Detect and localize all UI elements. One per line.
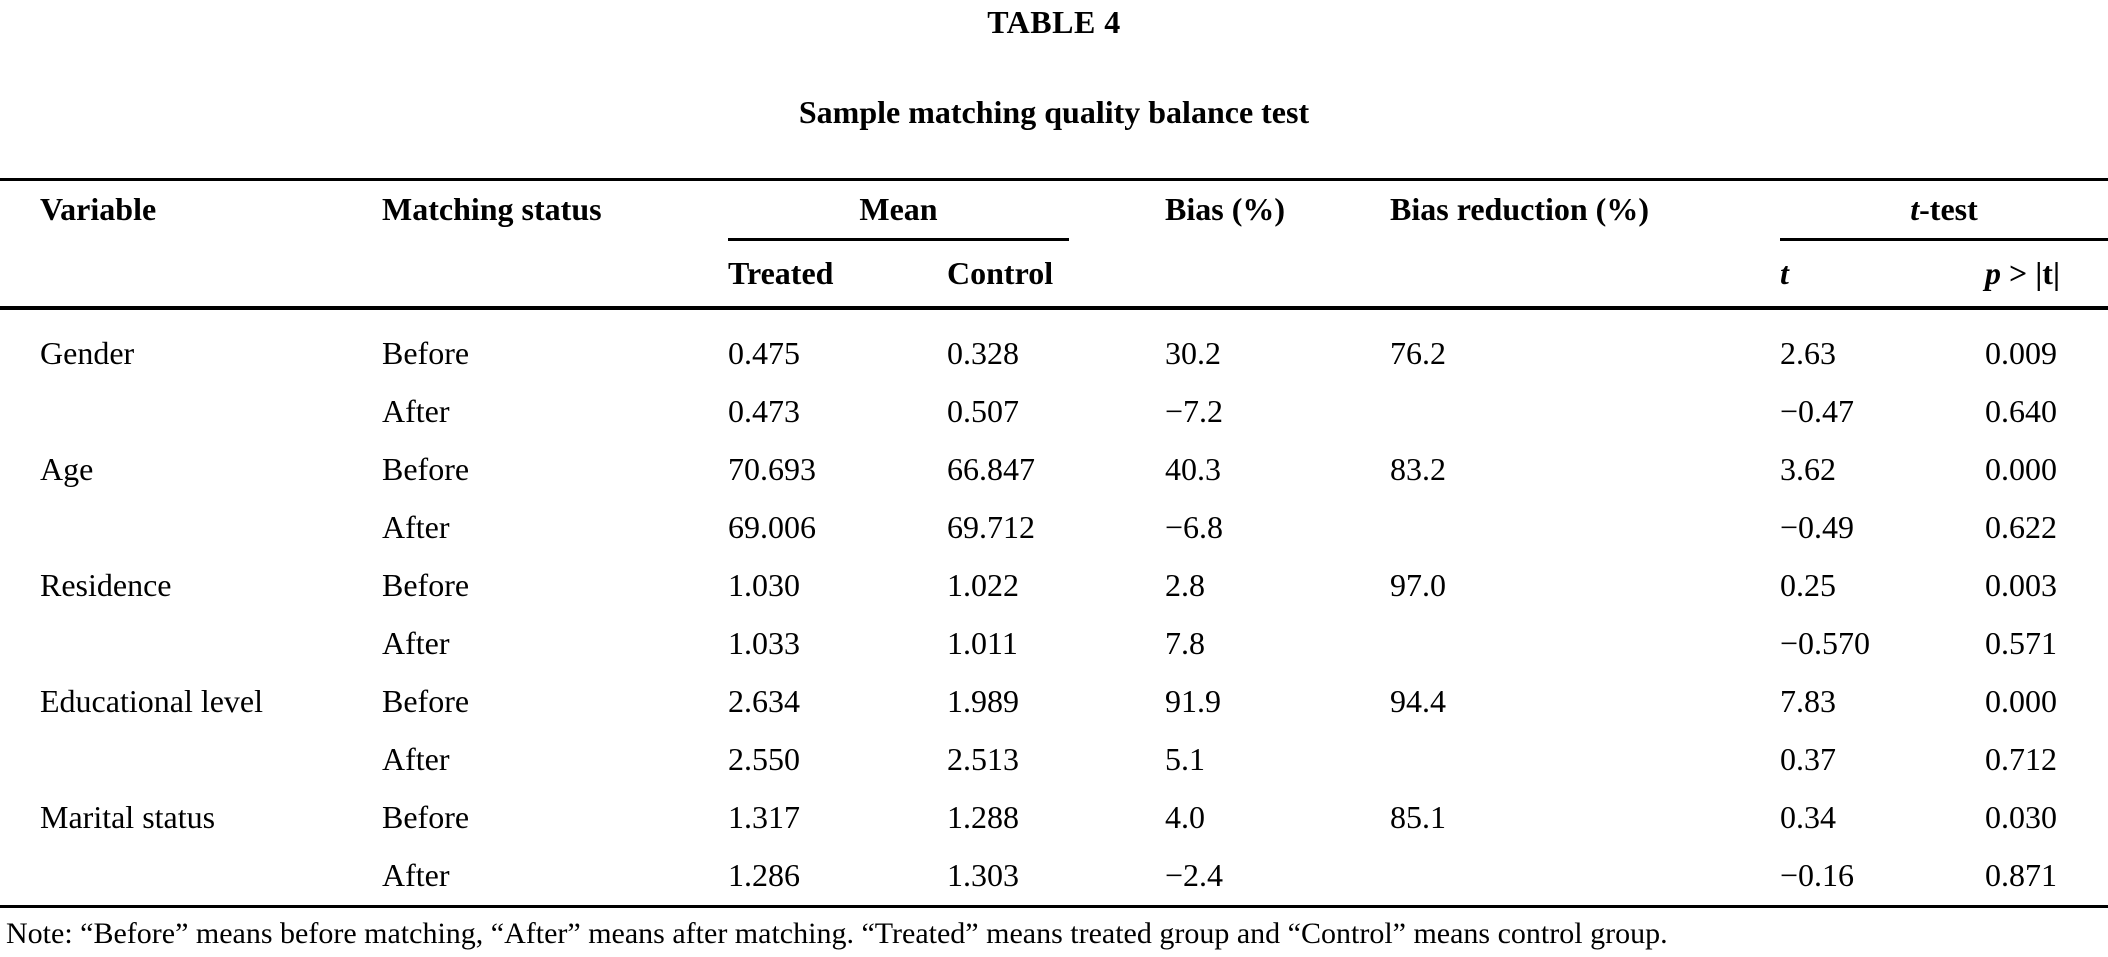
cell-bias: 2.8	[1165, 566, 1205, 603]
col-subheader-t: t	[1780, 255, 1789, 291]
cell-p: 0.571	[1985, 625, 2057, 662]
cell-t: 0.34	[1780, 799, 1836, 836]
cell-bias: −7.2	[1165, 392, 1224, 429]
col-header-variable: Variable	[40, 191, 157, 227]
cell-mean-treated: 1.317	[728, 799, 800, 836]
table-footnote: Note: “Before” means before matching, “After” means after matching. “Treated” means treated group and “Control” means control group.	[6, 917, 1668, 950]
cell-mean-control: 0.328	[947, 334, 1019, 371]
cell-bias: 30.2	[1165, 334, 1221, 371]
cell-mean-treated: 1.286	[728, 857, 800, 894]
col-header-matching-status: Matching status	[382, 191, 602, 227]
cell-mean-treated: 0.473	[728, 392, 800, 429]
header-row-subcolumns	[0, 241, 2108, 306]
col-subheader-treated: Treated	[728, 255, 834, 291]
cell-mean-control: 0.507	[947, 392, 1019, 429]
col-header-bias: Bias (%)	[1165, 191, 1285, 227]
cell-p: 0.000	[1985, 450, 2057, 487]
cell-matching-status: Before	[382, 799, 470, 836]
cell-mean-treated: 2.550	[728, 741, 800, 778]
cell-matching-status: After	[382, 625, 450, 662]
cell-t: 0.25	[1780, 566, 1836, 603]
cell-variable: Marital status	[40, 799, 216, 836]
cell-t: 7.83	[1780, 683, 1836, 720]
cell-mean-control: 1.288	[947, 799, 1019, 836]
cell-mean-control: 1.022	[947, 566, 1019, 603]
col-group-mean-label: Mean	[859, 191, 938, 227]
cell-variable: Residence	[40, 566, 172, 603]
table-row	[0, 847, 2108, 905]
table-row	[0, 324, 2108, 382]
cell-mean-control: 2.513	[947, 741, 1019, 778]
table-row	[0, 382, 2108, 440]
cell-p: 0.009	[1985, 334, 2057, 371]
cell-bias-reduction: 76.2	[1390, 334, 1446, 371]
col-group-mean	[728, 191, 1165, 228]
cell-t: −0.570	[1780, 625, 1871, 662]
col-subheader-p-rest: > |t|	[2001, 255, 2060, 291]
col-group-ttest-rest: -test	[1919, 191, 1978, 227]
cell-mean-treated: 2.634	[728, 683, 800, 720]
cell-bias: 4.0	[1165, 799, 1205, 836]
cell-t: −0.47	[1780, 392, 1855, 429]
table-row	[0, 440, 2108, 498]
cell-matching-status: After	[382, 857, 450, 894]
col-subheader-p-italic: p	[1985, 255, 2001, 291]
table-bottom-rule	[0, 905, 2108, 908]
table-row	[0, 789, 2108, 847]
cell-matching-status: Before	[382, 566, 470, 603]
cell-bias: 91.9	[1165, 683, 1221, 720]
cell-variable: Age	[40, 450, 94, 487]
cell-matching-status: Before	[382, 334, 470, 371]
cell-t: −0.49	[1780, 508, 1855, 545]
cell-mean-treated: 1.030	[728, 566, 800, 603]
table-row	[0, 498, 2108, 556]
cell-bias: 5.1	[1165, 741, 1205, 778]
cell-bias: −2.4	[1165, 857, 1224, 894]
cell-t: 0.37	[1780, 741, 1836, 778]
cell-p: 0.871	[1985, 857, 2057, 894]
table-row	[0, 614, 2108, 672]
cell-mean-treated: 1.033	[728, 625, 800, 662]
cell-variable: Educational level	[40, 683, 264, 720]
cell-mean-treated: 69.006	[728, 508, 816, 545]
table-row	[0, 673, 2108, 731]
cell-p: 0.712	[1985, 741, 2057, 778]
col-subheader-control: Control	[947, 255, 1054, 291]
header-row-groups	[0, 181, 2108, 238]
cell-matching-status: After	[382, 741, 450, 778]
table-caption: Sample matching quality balance test	[798, 94, 1310, 130]
col-subheader-p	[1985, 255, 2108, 292]
cell-matching-status: Before	[382, 450, 470, 487]
cell-mean-control: 1.011	[947, 625, 1018, 662]
col-group-ttest-italic: t	[1910, 191, 1920, 227]
cell-bias: 7.8	[1165, 625, 1205, 662]
cell-mean-control: 69.712	[947, 508, 1035, 545]
cell-mean-treated: 70.693	[728, 450, 816, 487]
cell-matching-status: Before	[382, 683, 470, 720]
cell-bias-reduction: 97.0	[1390, 566, 1446, 603]
cell-mean-treated: 0.475	[728, 334, 800, 371]
cell-t: 3.62	[1780, 450, 1836, 487]
cell-t: 2.63	[1780, 334, 1836, 371]
cell-mean-control: 66.847	[947, 450, 1035, 487]
table-number-title: TABLE 4	[987, 4, 1121, 40]
table-row	[0, 731, 2108, 789]
cell-p: 0.030	[1985, 799, 2057, 836]
table-row	[0, 556, 2108, 614]
table-body	[0, 310, 2108, 905]
cell-bias: −6.8	[1165, 508, 1224, 545]
cell-bias-reduction: 83.2	[1390, 450, 1446, 487]
cell-mean-control: 1.303	[947, 857, 1019, 894]
cell-p: 0.622	[1985, 508, 2057, 545]
cell-matching-status: After	[382, 392, 450, 429]
cell-variable: Gender	[40, 334, 135, 371]
cell-p: 0.000	[1985, 683, 2057, 720]
col-header-bias-reduction: Bias reduction (%)	[1390, 191, 1649, 227]
cell-bias: 40.3	[1165, 450, 1221, 487]
cell-p: 0.003	[1985, 566, 2057, 603]
cell-p: 0.640	[1985, 392, 2057, 429]
cell-mean-control: 1.989	[947, 683, 1019, 720]
cell-bias-reduction: 85.1	[1390, 799, 1446, 836]
cell-matching-status: After	[382, 508, 450, 545]
cell-t: −0.16	[1780, 857, 1855, 894]
col-group-ttest	[1780, 191, 2108, 228]
cell-bias-reduction: 94.4	[1390, 683, 1446, 720]
